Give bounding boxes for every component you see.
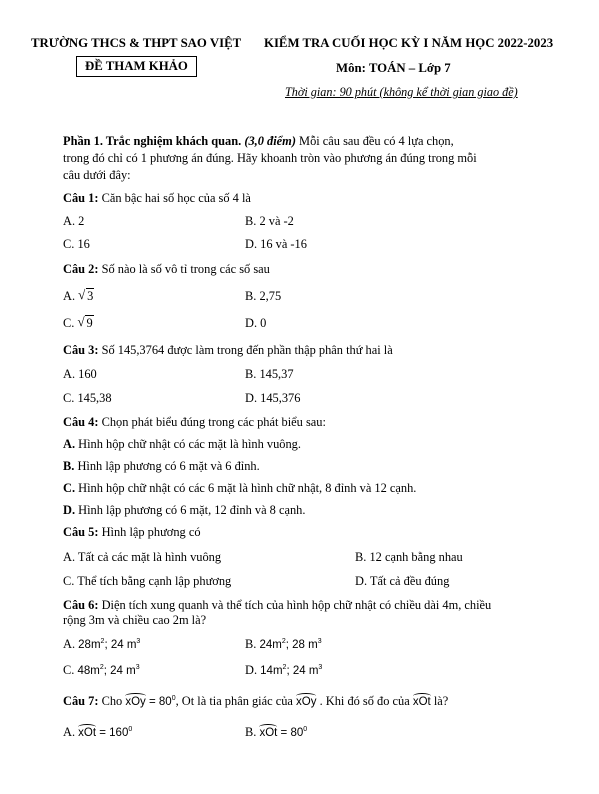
question-text: . Khi đó số đo của <box>316 694 413 708</box>
option-value: ; 24 m <box>104 639 137 651</box>
q3-option-a: A. 160 <box>63 367 97 381</box>
option-letter: D. <box>63 503 76 517</box>
option-letter: C. <box>63 481 76 495</box>
q5-option-b: B. 12 cạnh bằng nhau <box>355 550 463 564</box>
q6-option-a <box>63 637 140 652</box>
question-text: Căn bậc hai số học của số 4 là <box>98 191 251 205</box>
option-value: = 80 <box>277 727 304 739</box>
part1-line1 <box>63 134 454 149</box>
question-4 <box>63 415 326 430</box>
superscript: 3 <box>318 664 323 672</box>
option-prefix: C. <box>63 316 78 330</box>
q4-option-b <box>63 459 260 474</box>
question-6-line2: rộng 3m và chiều cao 2m là? <box>63 613 207 627</box>
option-value: = 160 <box>96 727 129 739</box>
question-text: Diện tích xung quanh và thể tích của hình hộp chữ nhật có chiều dài 4m, chiều <box>98 598 492 612</box>
question-text: , Ot là tia phân giác của <box>175 694 297 708</box>
q6-option-d <box>245 663 322 678</box>
option-text: Hình hộp chữ nhật có các 6 mặt là hình chữ nhật, 8 đỉnh và 12 cạnh. <box>75 481 417 495</box>
degree-mark: 0 <box>128 726 133 734</box>
superscript: 2 <box>282 664 287 672</box>
superscript: 3 <box>317 638 322 646</box>
exam-title: KIỂM TRA CUỐI HỌC KỲ I NĂM HỌC 2022-2023 <box>264 36 554 50</box>
radicand: 9 <box>86 316 93 330</box>
question-text: Chọn phát biểu đúng trong các phát biểu sau: <box>98 415 326 429</box>
option-value: 48m <box>77 665 100 677</box>
q4-option-a <box>63 437 301 452</box>
option-text: Hình hộp chữ nhật có các mặt là hình vuông. <box>75 437 301 451</box>
q1-option-c: C. 16 <box>63 237 90 251</box>
angle-xot: xOt <box>412 696 431 708</box>
option-value: 28m <box>78 639 101 651</box>
option-value: ; 24 m <box>286 665 319 677</box>
option-text: Hình lập phương có 6 mặt và 6 đỉnh. <box>74 459 260 473</box>
superscript: 3 <box>136 638 141 646</box>
subject: Môn: TOÁN – Lớp 7 <box>336 61 451 75</box>
q1-option-b: B. 2 và -2 <box>245 214 294 228</box>
q2-option-b: B. 2,75 <box>245 289 282 303</box>
degree-mark: 0 <box>171 695 176 703</box>
question-label: Câu 3: <box>63 343 99 357</box>
question-label: Câu 4: <box>63 415 99 429</box>
question-2 <box>63 262 270 277</box>
angle-xot: xOt <box>259 727 278 739</box>
part1-instr-2: trong đó chỉ có 1 phương án đúng. Hãy khoanh tròn vào phương án đúng trong mỗi <box>63 151 477 165</box>
superscript: 2 <box>99 664 104 672</box>
option-text: Hình lập phương có 6 mặt, 12 đỉnh và 8 cạnh. <box>75 503 306 517</box>
sqrt-symbol: √ 3 <box>78 287 94 303</box>
option-prefix: C. <box>63 663 78 677</box>
q2-option-d: D. 0 <box>245 316 267 330</box>
q1-option-d: D. 16 và -16 <box>245 237 307 251</box>
degree-mark: 0 <box>303 726 308 734</box>
option-letter: A. <box>63 437 76 451</box>
question-text: là? <box>430 694 449 708</box>
q5-option-a: A. Tất cả các mặt là hình vuông <box>63 550 222 564</box>
question-5 <box>63 525 201 540</box>
q5-option-d: D. Tất cả đều đúng <box>355 574 450 588</box>
q3-option-d: D. 145,376 <box>245 391 301 405</box>
sqrt-symbol: √ 9 <box>77 314 93 330</box>
q3-option-c: C. 145,38 <box>63 391 112 405</box>
radicand: 3 <box>87 289 94 303</box>
option-prefix: A. <box>63 725 79 739</box>
q2-option-a <box>63 289 94 304</box>
option-prefix: D. <box>245 663 261 677</box>
option-value: ; 28 m <box>285 639 318 651</box>
part1-instr-1: Mỗi câu sau đều có 4 lựa chọn, <box>295 134 454 148</box>
question-label: Câu 6: <box>63 598 99 612</box>
option-prefix: B. <box>245 637 260 651</box>
superscript: 3 <box>135 664 140 672</box>
q7-option-a <box>63 725 132 740</box>
duration: Thời gian: 90 phút (không kể thời gian giao đề) <box>285 85 518 99</box>
option-prefix: B. <box>245 725 260 739</box>
q5-option-c: C. Thể tích bằng cạnh lập phương <box>63 574 232 588</box>
question-label: Câu 7: <box>63 694 99 708</box>
q1-option-a: A. 2 <box>63 214 85 228</box>
angle-xot: xOt <box>78 727 97 739</box>
option-prefix: A. <box>63 637 79 651</box>
question-text: Số 145,3764 được làm trong đến phần thập phân thứ hai là <box>98 343 393 357</box>
option-prefix: A. <box>63 289 79 303</box>
part1-points: (3,0 điểm) <box>244 134 296 148</box>
question-label: Câu 1: <box>63 191 99 205</box>
q4-option-c <box>63 481 416 496</box>
q7-option-b <box>245 725 307 740</box>
angle-eq: = 80 <box>145 696 172 708</box>
question-text: Hình lập phương có <box>98 525 201 539</box>
question-label: Câu 5: <box>63 525 99 539</box>
part1-instr-3: câu dưới đây: <box>63 168 131 182</box>
superscript: 2 <box>100 638 105 646</box>
part1-title: Phần 1. Trắc nghiệm khách quan. <box>63 134 242 148</box>
question-label: Câu 2: <box>63 262 99 276</box>
school-name: TRƯỜNG THCS & THPT SAO VIỆT <box>31 36 242 50</box>
question-text: Cho <box>98 694 126 708</box>
angle-xoy: xOy <box>125 696 146 708</box>
q6-option-c <box>63 663 140 678</box>
question-3 <box>63 343 393 358</box>
option-value: 24m <box>259 639 282 651</box>
q2-option-c <box>63 316 94 331</box>
question-1 <box>63 191 251 206</box>
angle-xoy: xOy <box>296 696 317 708</box>
option-letter: B. <box>63 459 75 473</box>
question-text: Số nào là số vô tỉ trong các số sau <box>98 262 270 276</box>
q6-option-b <box>245 637 322 652</box>
doc-type-box: ĐỀ THAM KHẢO <box>76 56 197 77</box>
question-6 <box>63 598 491 613</box>
superscript: 2 <box>281 638 286 646</box>
q3-option-b: B. 145,37 <box>245 367 294 381</box>
question-7 <box>63 694 448 709</box>
option-value: ; 24 m <box>103 665 136 677</box>
option-value: 14m <box>260 665 283 677</box>
q4-option-d <box>63 503 305 518</box>
